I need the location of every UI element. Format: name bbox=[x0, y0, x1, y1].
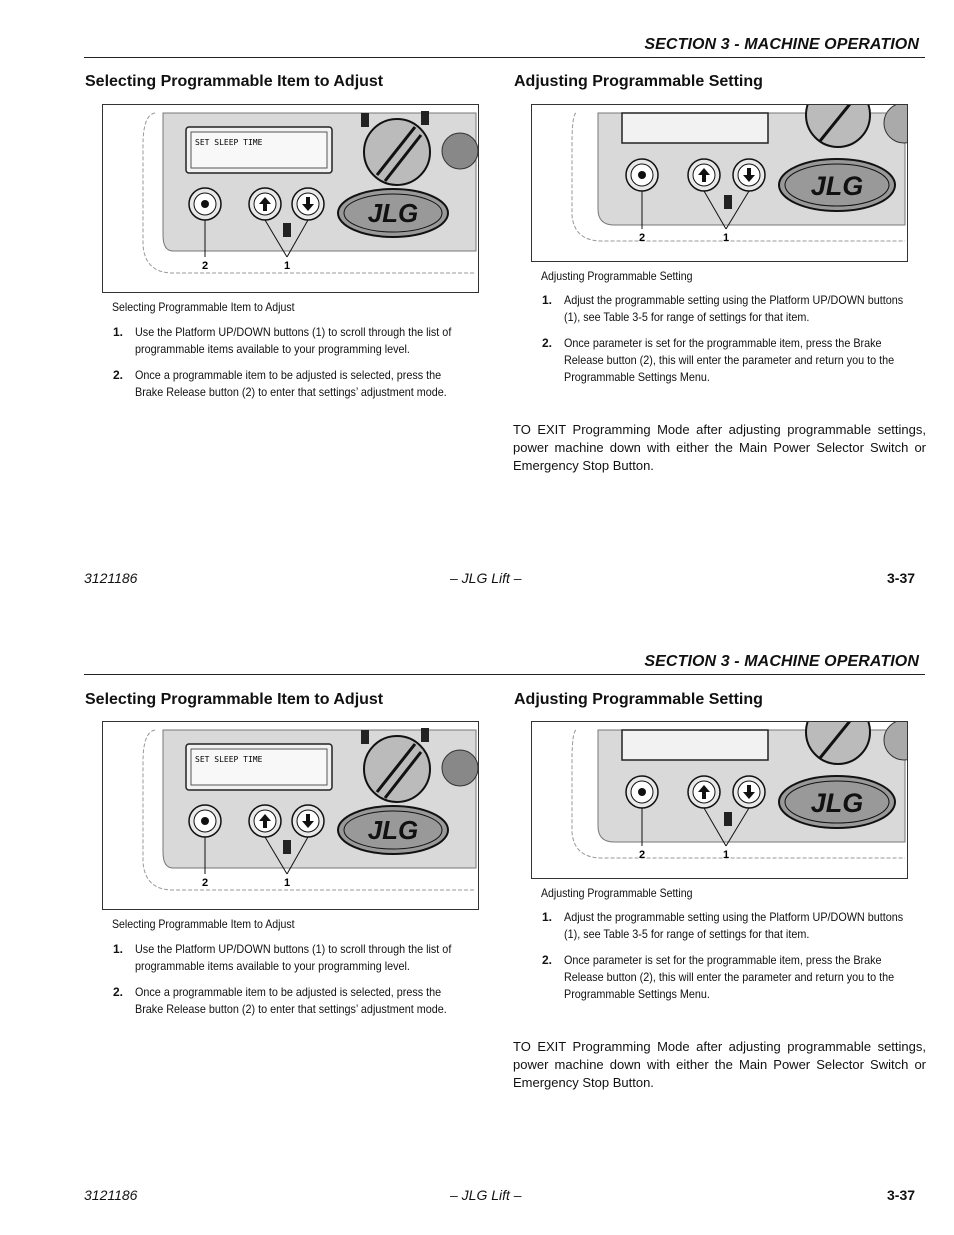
platform-up-button-icon bbox=[688, 159, 720, 191]
left-figure-caption: Selecting Programmable Item to Adjust bbox=[112, 917, 295, 931]
left-steps-list bbox=[113, 941, 463, 1027]
section-title: SECTION 3 - MACHINE OPERATION bbox=[644, 36, 919, 53]
footer-doc-number: 3121186 bbox=[84, 1187, 138, 1203]
lcd-display-text: SET SLEEP TIME bbox=[195, 755, 263, 764]
platform-down-button-icon bbox=[733, 776, 765, 808]
jlg-logo-text: JLG bbox=[810, 788, 864, 818]
left-figure-caption: Selecting Programmable Item to Adjust bbox=[112, 300, 295, 314]
platform-down-button-icon bbox=[292, 188, 324, 220]
footer-page-number: 3-37 bbox=[887, 1187, 916, 1203]
right-figure-caption: Adjusting Programmable Setting bbox=[541, 886, 693, 900]
callout-2: 2 bbox=[201, 877, 209, 889]
list-item: 2. Once parameter is set for the programmable item, press the Brake Release button (2), this will enter the parameter and return you to the Programmable Settings Menu. bbox=[542, 953, 895, 1001]
section-title: SECTION 3 - MACHINE OPERATION bbox=[644, 653, 919, 670]
jlg-logo-icon bbox=[338, 189, 448, 237]
callout-1: 1 bbox=[722, 232, 730, 244]
manual-page-1 bbox=[0, 0, 954, 617]
footer-center: – JLG Lift – bbox=[450, 570, 522, 586]
right-heading: Adjusting Programmable Setting bbox=[514, 73, 763, 90]
right-heading: Adjusting Programmable Setting bbox=[514, 691, 763, 708]
adjust-setting-figure bbox=[531, 104, 908, 262]
brake-release-button-icon bbox=[626, 776, 658, 808]
platform-up-button-icon bbox=[249, 188, 281, 220]
list-item: 2. Once a programmable item to be adjusted is selected, press the Brake Release button (2) to enter that settings’ adjustment mode. bbox=[113, 368, 447, 399]
header-rule bbox=[84, 674, 925, 675]
jlg-logo-text: JLG bbox=[810, 171, 864, 201]
list-item: 1. Use the Platform UP/DOWN buttons (1) to scroll through the list of programmable items available to your programming level. bbox=[113, 325, 452, 356]
brake-release-button-icon bbox=[189, 805, 221, 837]
platform-up-button-icon bbox=[688, 776, 720, 808]
select-item-figure bbox=[102, 721, 479, 910]
brake-release-button-icon bbox=[189, 188, 221, 220]
left-heading: Selecting Programmable Item to Adjust bbox=[85, 691, 384, 708]
footer-center: – JLG Lift – bbox=[450, 1187, 522, 1203]
callout-1: 1 bbox=[722, 849, 730, 861]
jlg-logo-text: JLG bbox=[367, 815, 419, 845]
right-steps-list bbox=[542, 292, 904, 395]
list-item: 1. Use the Platform UP/DOWN buttons (1) to scroll through the list of programmable items available to your programming level. bbox=[113, 942, 452, 973]
right-steps-list bbox=[542, 909, 904, 1012]
brake-release-button-icon bbox=[626, 159, 658, 191]
platform-up-button-icon bbox=[249, 805, 281, 837]
callout-2: 2 bbox=[638, 849, 646, 861]
exit-instructions: TO EXIT Programming Mode after adjusting programmable settings, power machine down with either the Main Power Selector Switch or Emergency Stop Button. bbox=[513, 1039, 926, 1090]
list-item: 1. Adjust the programmable setting using the Platform UP/DOWN buttons (1), see Table 3-5 for range of settings for that item. bbox=[542, 910, 904, 941]
manual-page-2 bbox=[0, 617, 954, 1234]
jlg-logo-text: JLG bbox=[367, 198, 419, 228]
callout-2: 2 bbox=[638, 232, 646, 244]
list-item: 1. Adjust the programmable setting using the Platform UP/DOWN buttons (1), see Table 3-5 for range of settings for that item. bbox=[542, 293, 904, 324]
callout-1: 1 bbox=[283, 877, 291, 889]
jlg-logo-icon bbox=[779, 776, 895, 828]
selector-dial-icon bbox=[364, 119, 430, 185]
left-heading: Selecting Programmable Item to Adjust bbox=[85, 73, 384, 90]
jlg-logo-icon bbox=[779, 159, 895, 211]
exit-instructions: TO EXIT Programming Mode after adjusting programmable settings, power machine down with either the Main Power Selector Switch or Emergency Stop Button. bbox=[513, 422, 926, 473]
select-item-figure bbox=[102, 104, 479, 293]
callout-1: 1 bbox=[283, 260, 291, 272]
list-item: 2. Once a programmable item to be adjusted is selected, press the Brake Release button (2) to enter that settings’ adjustment mode. bbox=[113, 985, 447, 1016]
platform-down-button-icon bbox=[733, 159, 765, 191]
list-item: 2. Once parameter is set for the programmable item, press the Brake Release button (2), this will enter the parameter and return you to the Programmable Settings Menu. bbox=[542, 336, 895, 384]
lcd-display-text: SET SLEEP TIME bbox=[195, 138, 263, 147]
jlg-logo-icon bbox=[338, 806, 448, 854]
right-figure-caption: Adjusting Programmable Setting bbox=[541, 269, 693, 283]
left-steps-list bbox=[113, 324, 463, 410]
header-rule bbox=[84, 57, 925, 58]
selector-dial-icon bbox=[364, 736, 430, 802]
footer-doc-number: 3121186 bbox=[84, 570, 138, 586]
adjust-setting-figure bbox=[531, 721, 908, 879]
footer-page-number: 3-37 bbox=[887, 570, 916, 586]
callout-2: 2 bbox=[201, 260, 209, 272]
platform-down-button-icon bbox=[292, 805, 324, 837]
